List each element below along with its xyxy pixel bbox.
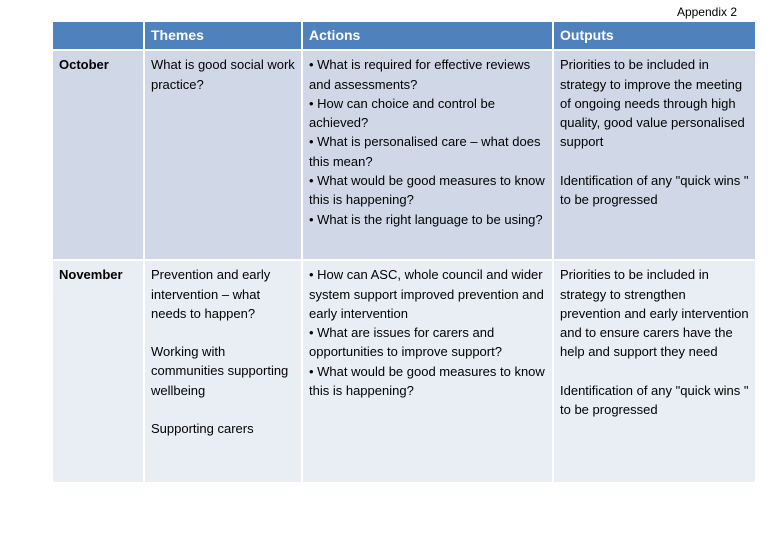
table-header-row bbox=[53, 22, 755, 49]
appendix-label: Appendix 2 bbox=[676, 5, 737, 19]
output-text: Identification of any "quick wins " to be progressed bbox=[560, 382, 749, 418]
action-item: • How can ASC, whole council and wider system support improved prevention and early intervention bbox=[309, 267, 544, 321]
output-text: Priorities to be included in strategy to improve the meeting of ongoing needs through high quality, good value personalised support bbox=[560, 57, 745, 150]
theme-text: Prevention and early intervention – what needs to happen? bbox=[151, 267, 271, 321]
month-cell: October bbox=[53, 51, 143, 259]
action-item: • What is personalised care – what does this mean? bbox=[309, 134, 541, 169]
header-themes: Themes bbox=[145, 22, 301, 49]
table-row-november bbox=[53, 261, 755, 482]
action-item: • How can choice and control be achieved? bbox=[309, 95, 495, 131]
header-actions: Actions bbox=[303, 22, 552, 49]
action-item: • What is the right language to be using? bbox=[309, 211, 543, 227]
outputs-cell bbox=[554, 261, 755, 482]
action-item: • What are issues for carers and opportunities to improve support? bbox=[309, 325, 502, 360]
action-item: • What would be good measures to know this is happening? bbox=[309, 363, 545, 399]
outputs-cell bbox=[554, 51, 755, 259]
theme-text: Working with communities supporting wellbeing bbox=[151, 344, 289, 398]
action-item: • What would be good measures to know this is happening? bbox=[309, 173, 545, 208]
themes-cell bbox=[145, 51, 301, 259]
planning-table bbox=[51, 20, 757, 484]
action-item: • What is required for effective reviews and assessments? bbox=[309, 57, 531, 92]
output-text: Priorities to be included in strategy to strengthen prevention and early intervention and to ensure carers have the help and support they need bbox=[560, 267, 749, 360]
header-month bbox=[53, 22, 143, 49]
theme-text: What is good social work practice? bbox=[151, 57, 295, 92]
output-text: Identification of any "quick wins " to be progressed bbox=[560, 172, 749, 208]
table-row-october bbox=[53, 51, 755, 259]
month-cell: November bbox=[53, 261, 143, 482]
actions-cell bbox=[303, 51, 552, 259]
theme-text: Supporting carers bbox=[151, 421, 254, 437]
actions-cell bbox=[303, 261, 552, 482]
themes-cell bbox=[145, 261, 301, 482]
header-outputs: Outputs bbox=[554, 22, 755, 49]
